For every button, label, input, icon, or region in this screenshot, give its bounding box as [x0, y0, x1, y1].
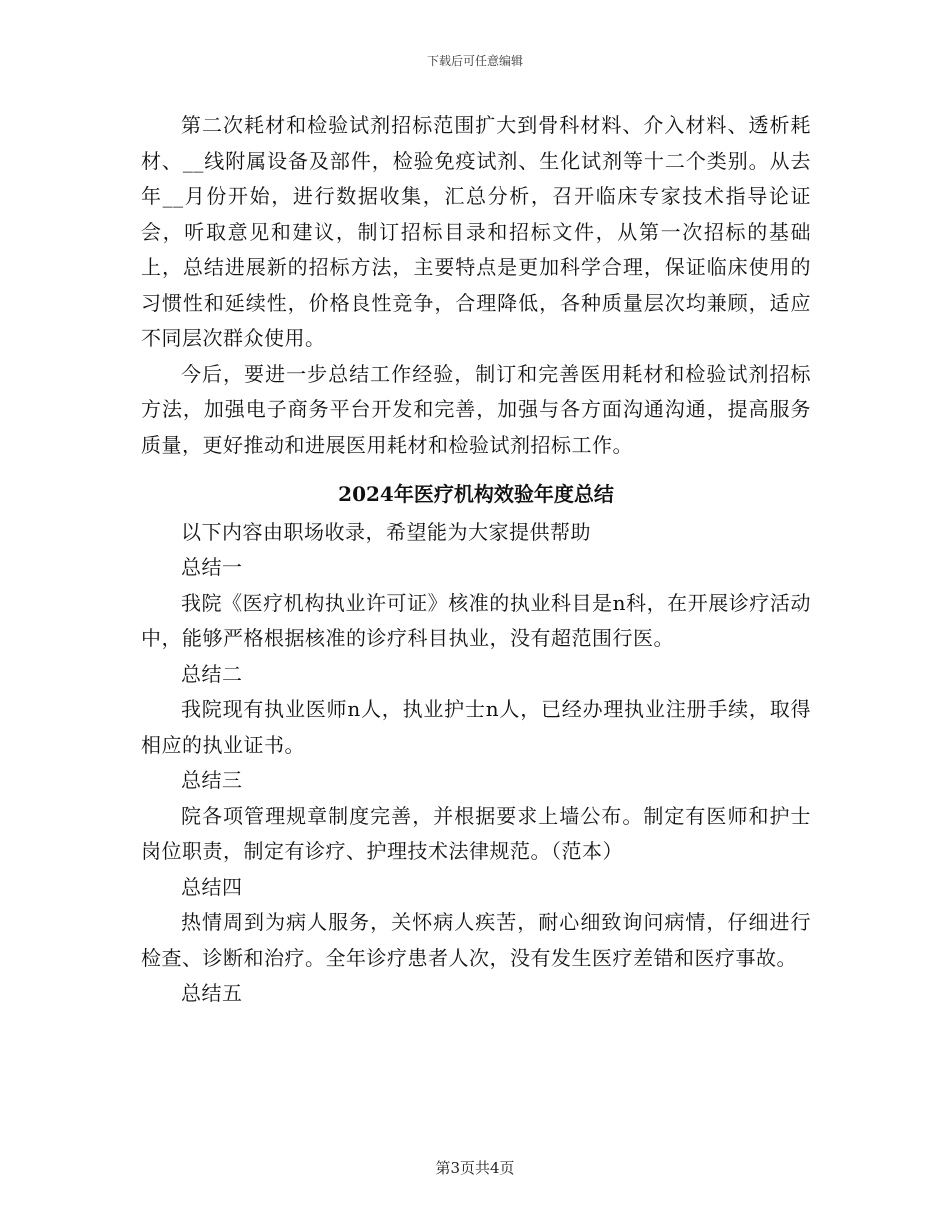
paragraph-summary-2: 我院现有执业医师n人，执业护士n人，已经办理执业注册手续，取得相应的执业证书。	[141, 697, 811, 757]
paragraph-summary-4: 热情周到为病人服务，关怀病人疾苦，耐心细致询问病情，仔细进行检查、诊断和治疗。全年诊疗患者人次，没有发生医疗差错和医疗事故。	[141, 910, 811, 970]
page-footer: 第3页共4页	[435, 1159, 515, 1177]
paragraph-summary-3: 院各项管理规章制度完善，并根据要求上墙公布。制定有医师和护士岗位职责，制定有诊疗、护理技术法律规范。（范本）	[141, 803, 811, 863]
subheading-summary-4: 总结四	[181, 874, 243, 899]
document-body	[141, 108, 811, 1012]
page-header: 下载后可任意编辑	[426, 54, 523, 68]
paragraph-intro: 以下内容由职场收录，希望能为大家提供帮助	[181, 519, 591, 544]
paragraph-summary-1: 我院《医疗机构执业许可证》核准的执业科目是n科，在开展诊疗活动中，能够严格根据核准的诊疗科目执业，没有超范围行医。	[141, 590, 811, 650]
section-title: 2024年医疗机构效验年度总结	[338, 482, 614, 506]
paragraph-bidding-scope: 第二次耗材和检验试剂招标范围扩大到骨科材料、介入材料、透析耗材、__线附属设备及部件，检验免疫试剂、生化试剂等十二个类别。从去年__月份开始，进行数据收集，汇总分析，召开临床专家技术指导论证会，听取意见和建议，制订招标目录和招标文件，从第一次招标的基础上，总结进展新的招标方法，主要特点是更加科学合理，保证临床使用的习惯性和延续性，价格良性竞争，合理降低，各种质量层次均兼顾，适应不同层次群众使用。	[141, 113, 811, 350]
subheading-summary-1: 总结一	[181, 555, 243, 579]
paragraph-future-plans: 今后，要进一步总结工作经验，制订和完善医用耗材和检验试剂招标方法，加强电子商务平台开发和完善，加强与各方面沟通沟通，提高服务质量，更好推动和进展医用耗材和检验试剂招标工作。	[141, 361, 811, 457]
subheading-summary-3: 总结三	[181, 768, 243, 792]
subheading-summary-5: 总结五	[181, 981, 243, 1005]
subheading-summary-2: 总结二	[181, 661, 243, 686]
